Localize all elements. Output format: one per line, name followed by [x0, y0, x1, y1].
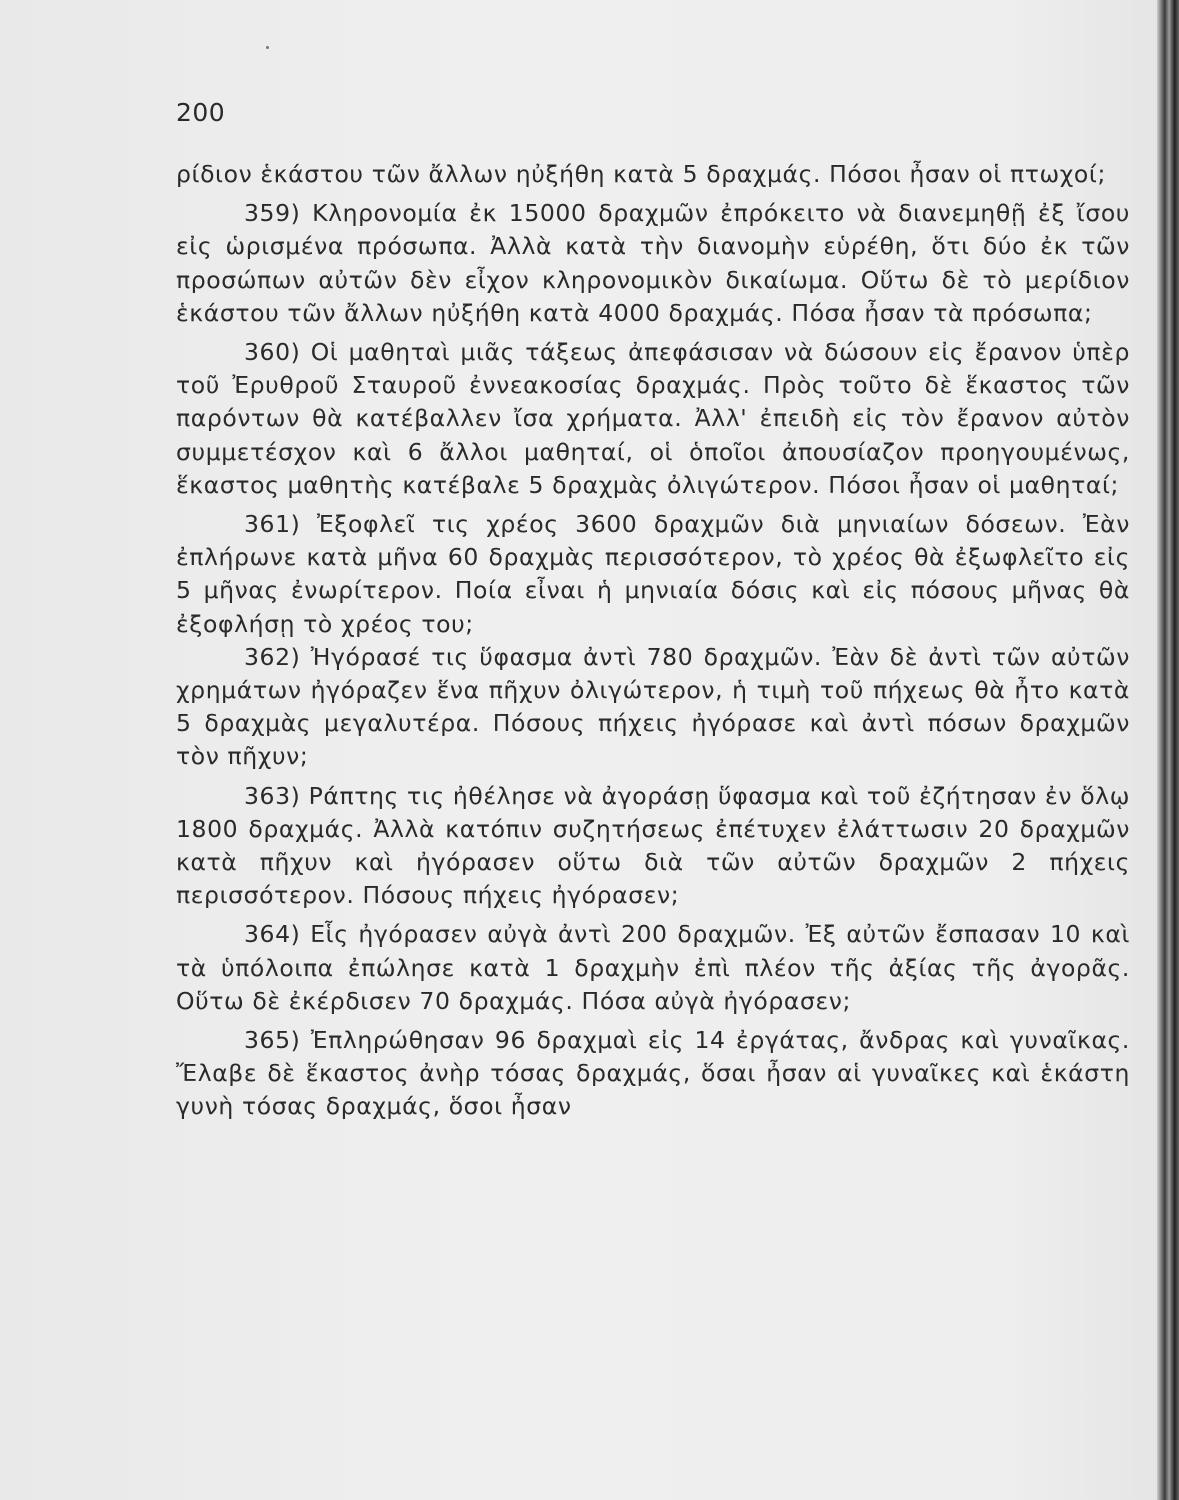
- problem-363: 363) Ράπτης τις ἠθέλησε νὰ ἀγοράσῃ ὕφασμα καὶ τοῦ ἐζήτησαν ἐν ὅλῳ 1800 δραχμάς. Ἀλλὰ κατόπιν συζητήσεως ἐπέτυχεν ἐλάττωσιν 20 δραχμῶν κατὰ πῆχυν καὶ ἠγόρασεν οὕτω διὰ τῶν αὐτῶν δραχμῶν 2 πήχεις περισσότερον. Πόσους πήχεις ἠγόρασεν;: [176, 781, 1130, 910]
- book-binding-edge: [1157, 0, 1179, 1500]
- problem-362: 362) Ἠγόρασέ τις ὕφασμα ἀντὶ 780 δραχμῶν. Ἐὰν δὲ ἀντὶ τῶν αὐτῶν χρημάτων ἠγόραζεν ἕνα πῆχυν ὀλιγώτερον, ἡ τιμὴ τοῦ πήχεως θὰ ἦτο κατὰ 5 δραχμὰς μεγαλυτέρα. Πόσους πήχεις ἠγόρασε καὶ ἀντὶ πόσων δραχμῶν τὸν πῆχυν;: [176, 642, 1130, 771]
- page-number: 200: [176, 98, 226, 127]
- problem-364: 364) Εἷς ἠγόρασεν αὐγὰ ἀντὶ 200 δραχμῶν. Ἐξ αὐτῶν ἔσπασαν 10 καὶ τὰ ὑπόλοιπα ἐπώλησε κατὰ 1 δραχμὴν ἐπὶ πλέον τῆς ἀξίας τῆς ἀγορᾶς. Οὕτω δὲ ἐκέρδισεν 70 δραχμάς. Πόσα αὐγὰ ἠγόρασεν;: [176, 920, 1130, 1015]
- page-body: [176, 158, 1130, 1124]
- paragraph-continuation: ρίδιον ἑκάστου τῶν ἄλλων ηὐξήθη κατὰ 5 δραχμάς. Πόσοι ἦσαν οἱ πτωχοί;: [176, 160, 1106, 188]
- problem-359: 359) Κληρονομία ἐκ 15000 δραχμῶν ἐπρόκειτο νὰ διανεμηθῇ ἐξ ἴσου εἰς ὡρισμένα πρόσωπα. Ἀλλὰ κατὰ τὴν διανομὴν εὑρέθη, ὅτι δύο ἐκ τῶν προσώπων αὐτῶν δὲν εἶχον κληρονομικὸν δικαίωμα. Οὕτω δὲ τὸ μερίδιον ἑκάστου τῶν ἄλλων ηὐξήθη κατὰ 4000 δραχμάς. Πόσα ἦσαν τὰ πρόσωπα;: [176, 199, 1130, 327]
- problem-365: 365) Ἐπληρώθησαν 96 δραχμαὶ εἰς 14 ἐργάτας, ἄνδρας καὶ γυναῖκας. Ἔλαβε δὲ ἕκαστος ἀνὴρ τόσας δραχμάς, ὅσαι ἦσαν αἱ γυναῖκες καὶ ἑκάστη γυνὴ τόσας δραχμάς, ὅσοι ἦσαν: [176, 1026, 1130, 1121]
- problem-361: 361) Ἐξοφλεῖ τις χρέος 3600 δραχμῶν διὰ μηνιαίων δόσεων. Ἐὰν ἐπλήρωνε κατὰ μῆνα 60 δραχμὰς περισσότερον, τὸ χρέος θὰ ἐξωφλεῖτο εἰς 5 μῆνας ἐνωρίτερον. Ποία εἶναι ἡ μηνιαία δόσις καὶ εἰς πόσους μῆνας θὰ ἐξοφλήσῃ τὸ χρέος του;: [176, 510, 1130, 638]
- paper-speck: [266, 46, 269, 49]
- problem-360: 360) Οἱ μαθηταὶ μιᾶς τάξεως ἀπεφάσισαν νὰ δώσουν εἰς ἔρανον ὑπὲρ τοῦ Ἐρυθροῦ Σταυροῦ ἐννεακοσίας δραχμάς. Πρὸς τοῦτο δὲ ἕκαστος τῶν παρόντων θὰ κατέβαλλεν ἴσα χρήματα. Ἀλλ' ἐπειδὴ εἰς τὸν ἔρανον αὐτὸν συμμετέσχον καὶ 6 ἄλλοι μαθηταί, οἱ ὁποῖοι ἀπουσίαζον προηγουμένως, ἕκαστος μαθητὴς κατέβαλε 5 δραχμὰς ὀλιγώτερον. Πόσοι ἦσαν οἱ μαθηταί;: [176, 338, 1130, 499]
